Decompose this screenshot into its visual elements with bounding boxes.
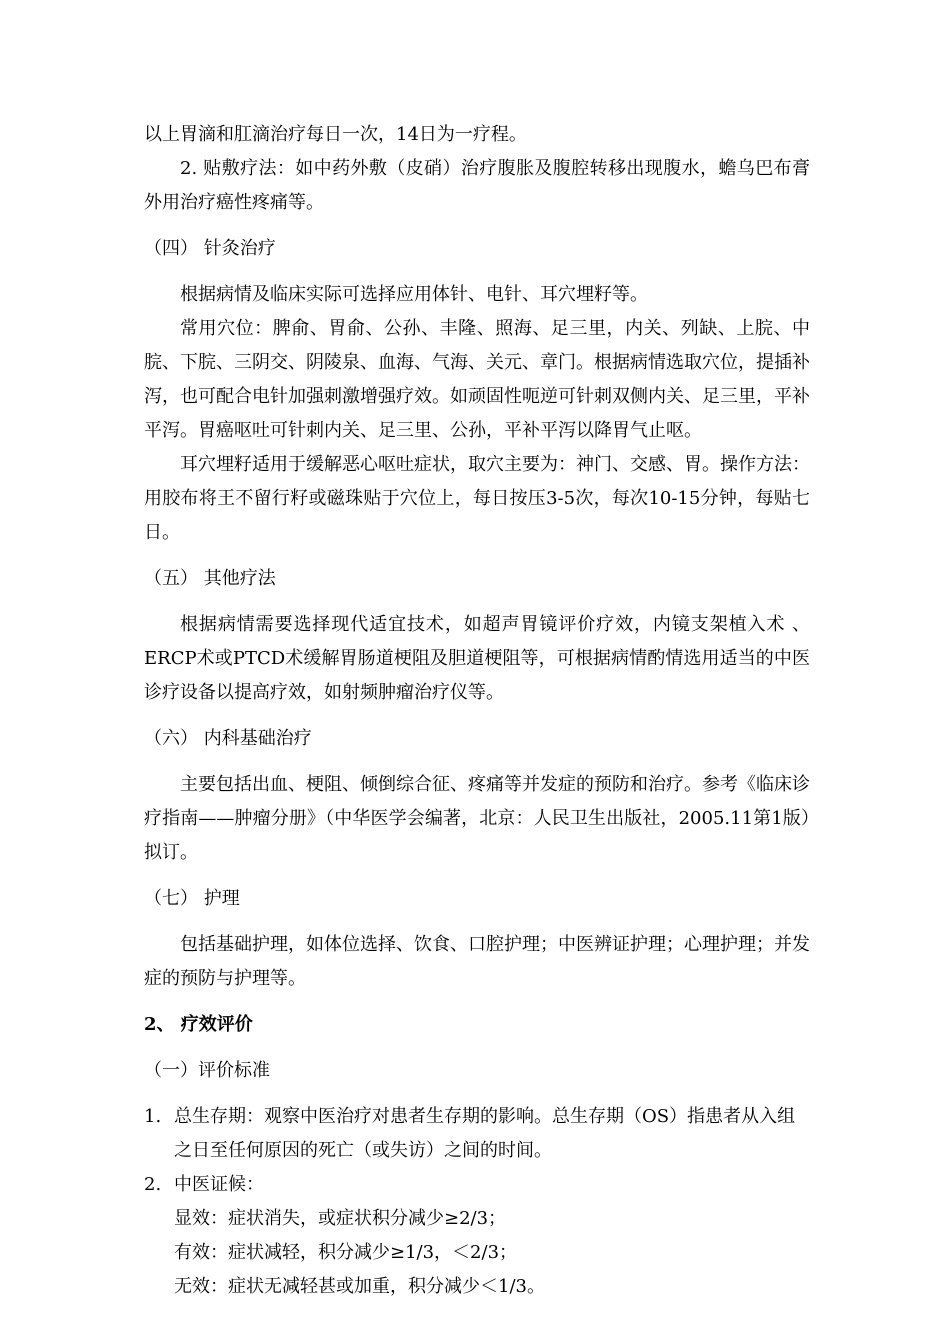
heading-nursing: （七） 护理 <box>144 888 240 909</box>
heading-other-therapies: （五） 其他疗法 <box>144 568 276 589</box>
list-item-text: 总生存期：观察中医治疗对患者生存期的影响。总生存期（OS）指患者从入组之日至任何原因的死亡（或失访）之间的时间。 <box>174 1106 796 1161</box>
heading-evaluation-criteria: （一）评价标准 <box>144 1060 270 1081</box>
list-item-text: 中医证候： <box>174 1174 264 1195</box>
heading-internal-medicine: （六） 内科基础治疗 <box>144 728 312 749</box>
heading-acupuncture: （四） 针灸治疗 <box>144 238 276 259</box>
paragraph-complications: 主要包括出血、梗阻、倾倒综合征、疼痛等并发症的预防和治疗。参考《临床诊疗指南——肿瘤分册》（中华医学会编著，北京：人民卫生出版社，2005.11第1版）拟订。 <box>144 774 810 863</box>
paragraph-acupuncture-options: 根据病情及临床实际可选择应用体针、电针、耳穴埋籽等。 <box>180 284 648 305</box>
list-item-tcm-syndrome <box>144 1168 810 1202</box>
criterion-marked-effect: 显效：症状消失，或症状积分减少≥2/3； <box>174 1208 507 1229</box>
list-item-overall-survival <box>144 1100 810 1168</box>
criterion-effective: 有效：症状减轻，积分减少≥1/3，＜2/3； <box>174 1242 518 1263</box>
paragraph-application-therapy: 2. 贴敷疗法：如中药外敷（皮硝）治疗腹胀及腹腔转移出现腹水，蟾乌巴布膏外用治疗癌性疼痛等。 <box>144 158 810 213</box>
paragraph-nursing: 包括基础护理，如体位选择、饮食、口腔护理；中医辨证护理；心理护理；并发症的预防与护理等。 <box>144 934 810 989</box>
paragraph-modern-techniques: 根据病情需要选择现代适宜技术，如超声胃镜评价疗效，内镜支架植入术 、ERCP术或PTCD术缓解胃肠道梗阻及胆道梗阻等，可根据病情酌情选用适当的中医诊疗设备以提高疗效，如射频肿瘤治疗仪等。 <box>144 614 810 703</box>
document-body <box>144 118 810 1304</box>
list-number: 2. <box>144 1174 162 1195</box>
criterion-ineffective: 无效：症状无减轻甚或加重，积分减少＜1/3。 <box>174 1276 545 1297</box>
list-number: 1. <box>144 1106 162 1127</box>
paragraph-ear-seeds: 耳穴埋籽适用于缓解恶心呕吐症状，取穴主要为：神门、交感、胃。操作方法：用胶布将王不留行籽或磁珠贴于穴位上，每日按压3-5次，每次10-15分钟，每贴七日。 <box>144 454 810 543</box>
heading-efficacy-evaluation: 2、 疗效评价 <box>144 1014 253 1035</box>
paragraph-common-acupoints: 常用穴位：脾俞、胃俞、公孙、丰隆、照海、足三里，内关、列缺、上脘、中脘、下脘、三阴交、阴陵泉、血海、气海、关元、章门。根据病情选取穴位，提插补泻，也可配合电针加强刺激增强疗效。如顽固性呃逆可针刺双侧内关、足三里，平补平泻。胃癌呕吐可针刺内关、足三里、公孙，平补平泻以降胃气止呕。 <box>144 318 810 441</box>
paragraph-drip-treatment: 以上胃滴和肛滴治疗每日一次，14日为一疗程。 <box>144 124 527 145</box>
